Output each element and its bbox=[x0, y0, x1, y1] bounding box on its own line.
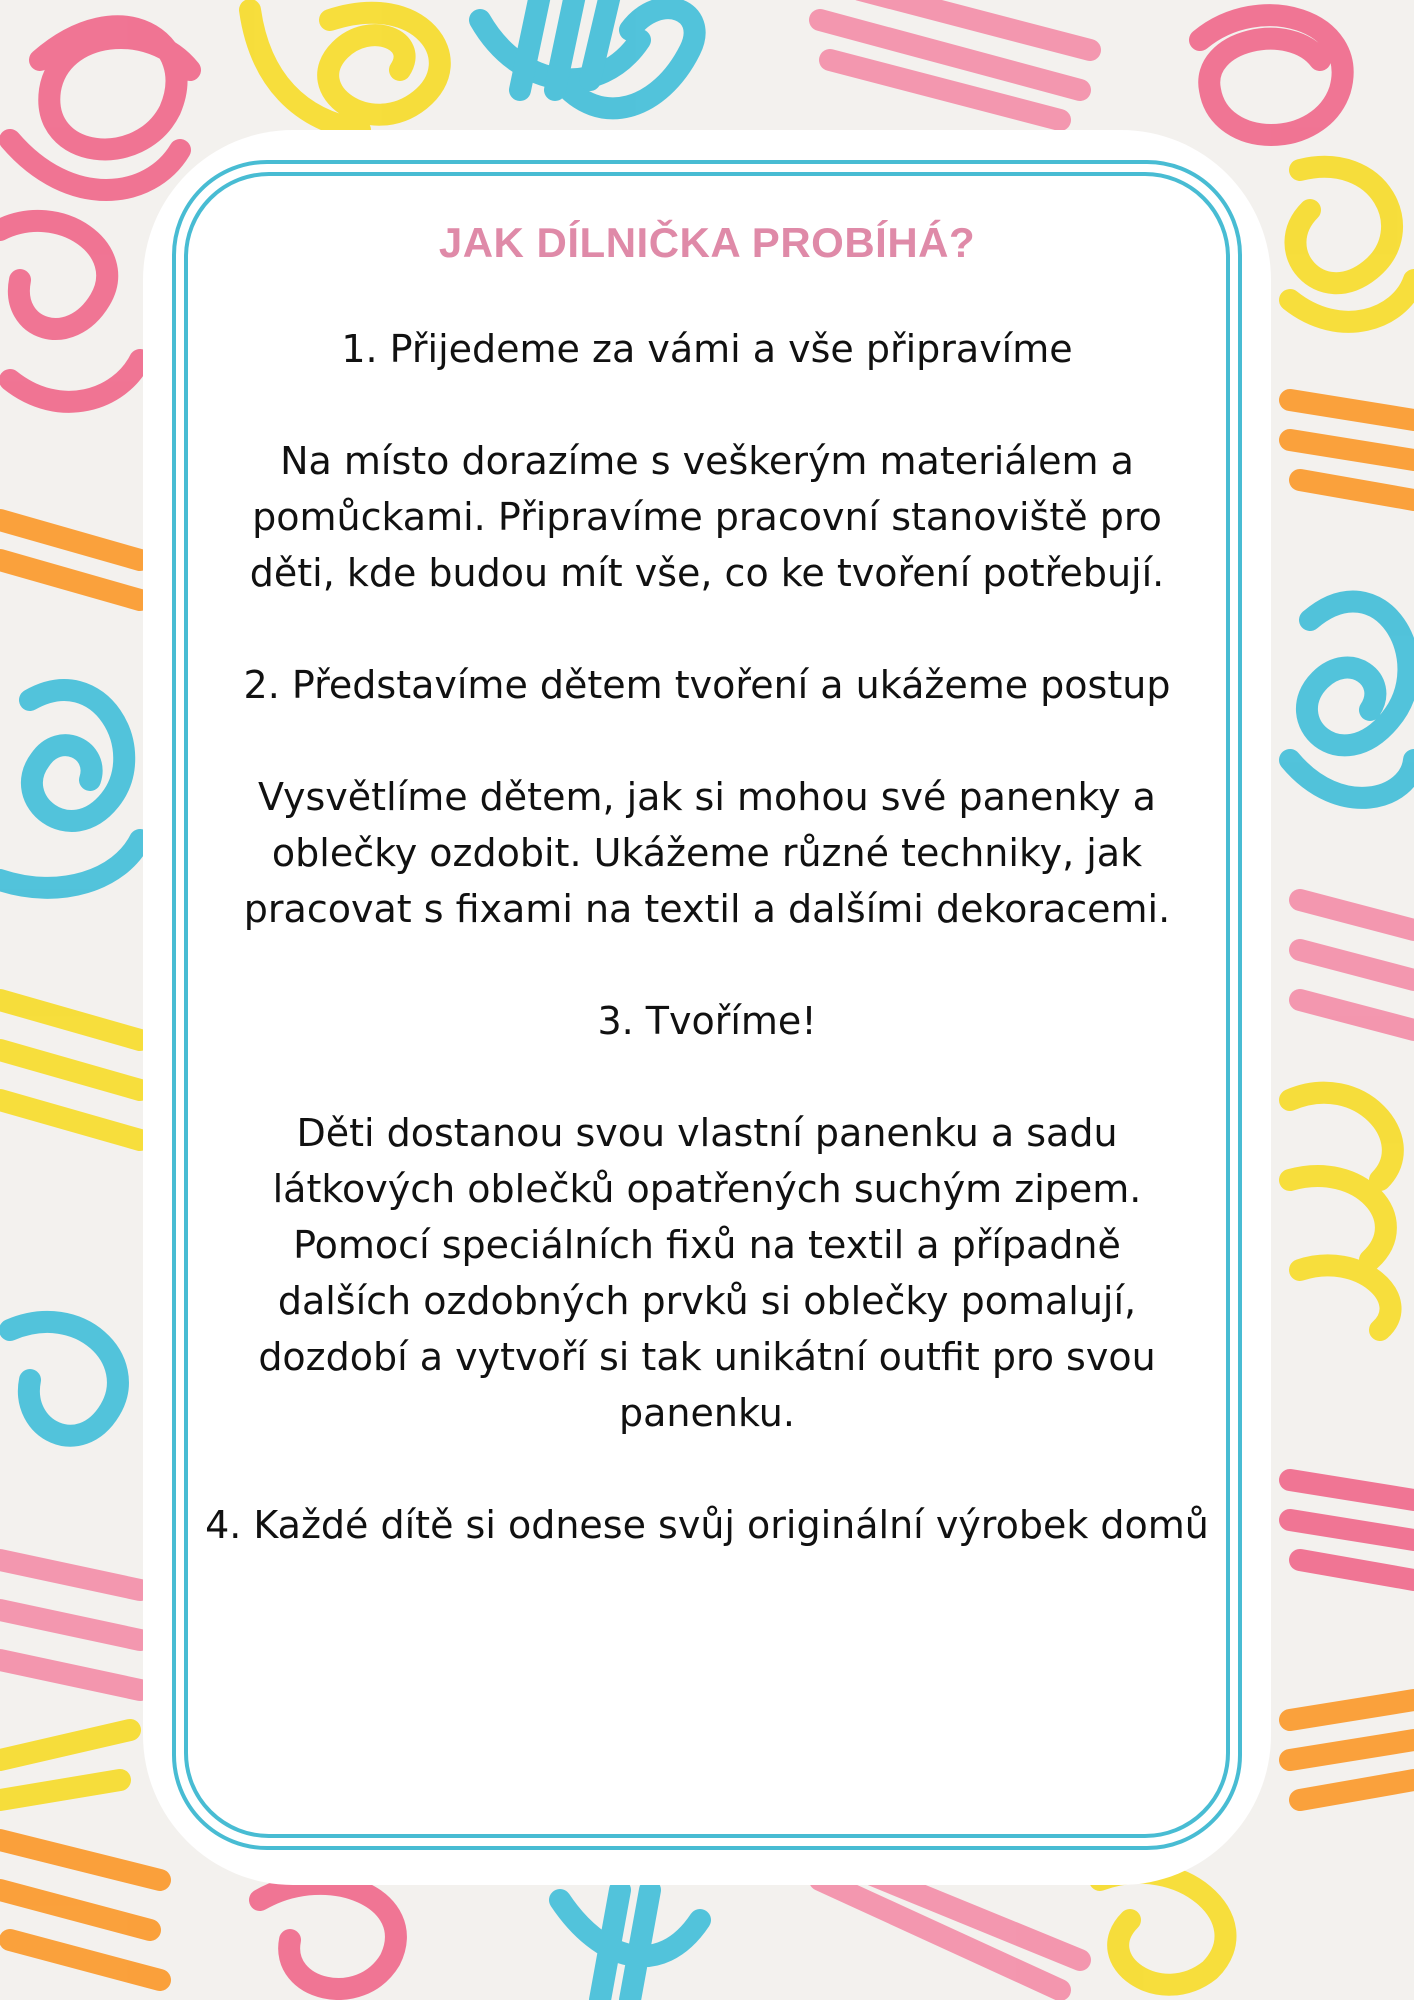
pink-scribble bbox=[10, 26, 190, 190]
blue-scribble bbox=[0, 690, 140, 888]
yellow-scribble bbox=[0, 1000, 140, 1140]
orange-scribble bbox=[0, 520, 140, 600]
step-3-heading: 3. Tvoříme! bbox=[597, 999, 817, 1043]
pink-scribble bbox=[820, 0, 1090, 120]
step-2-text: Vysvětlíme dětem, jak si mohou své panenky a oblečky ozdobit. Ukážeme různé techniky, jak pracovat s fixami na textil a dalšími dekoracemi. bbox=[243, 775, 1171, 931]
pink-scribble bbox=[1200, 15, 1343, 135]
pink-scribble bbox=[1300, 900, 1414, 1030]
blue-scribble bbox=[10, 1322, 118, 1436]
blue-scribble bbox=[1290, 601, 1414, 797]
pink-scribble bbox=[0, 221, 140, 402]
step-3-text: Děti dostanou svou vlastní panenku a sadu látkových oblečků opatřených suchým zipem. Pomocí speciálních fixů na textil a případně dalších ozdobných prvků si oblečky pomalují, dozdobí a vytvoří si tak unikátní outfit pro svou panenku. bbox=[258, 1111, 1156, 1435]
page-title: JAK DÍLNIČKA PROBÍHÁ? bbox=[438, 219, 976, 266]
orange-scribble bbox=[1290, 1700, 1414, 1800]
orange-scribble bbox=[1290, 400, 1414, 500]
pink-scribble bbox=[0, 1560, 140, 1690]
step-4-heading: 4. Každé dítě si odnese svůj originální výrobek domů bbox=[205, 1503, 1209, 1547]
yellow-scribble bbox=[0, 1730, 130, 1800]
yellow-scribble bbox=[1290, 167, 1414, 322]
blue-scribble bbox=[560, 1890, 700, 2000]
step-1-heading: 1. Přijedeme za vámi a vše připravíme bbox=[341, 327, 1073, 371]
step-1-text: Na místo dorazíme s veškerým materiálem a pomůckami. Připravíme pracovní stanoviště pro děti, kde budou mít vše, co ke tvoření potřebují. bbox=[249, 439, 1165, 595]
workshop-steps bbox=[200, 215, 1214, 1553]
pink-scribble bbox=[820, 1870, 1080, 1990]
step-2-heading: 2. Představíme dětem tvoření a ukážeme postup bbox=[243, 663, 1171, 707]
pink-scribble bbox=[260, 1884, 396, 1989]
orange-scribble bbox=[0, 1840, 160, 1980]
pink-scribble bbox=[1290, 1480, 1414, 1580]
yellow-scribble bbox=[250, 10, 440, 130]
blue-scribble bbox=[520, 0, 610, 90]
yellow-scribble bbox=[1290, 1093, 1393, 1330]
yellow-scribble bbox=[1100, 1873, 1226, 1985]
